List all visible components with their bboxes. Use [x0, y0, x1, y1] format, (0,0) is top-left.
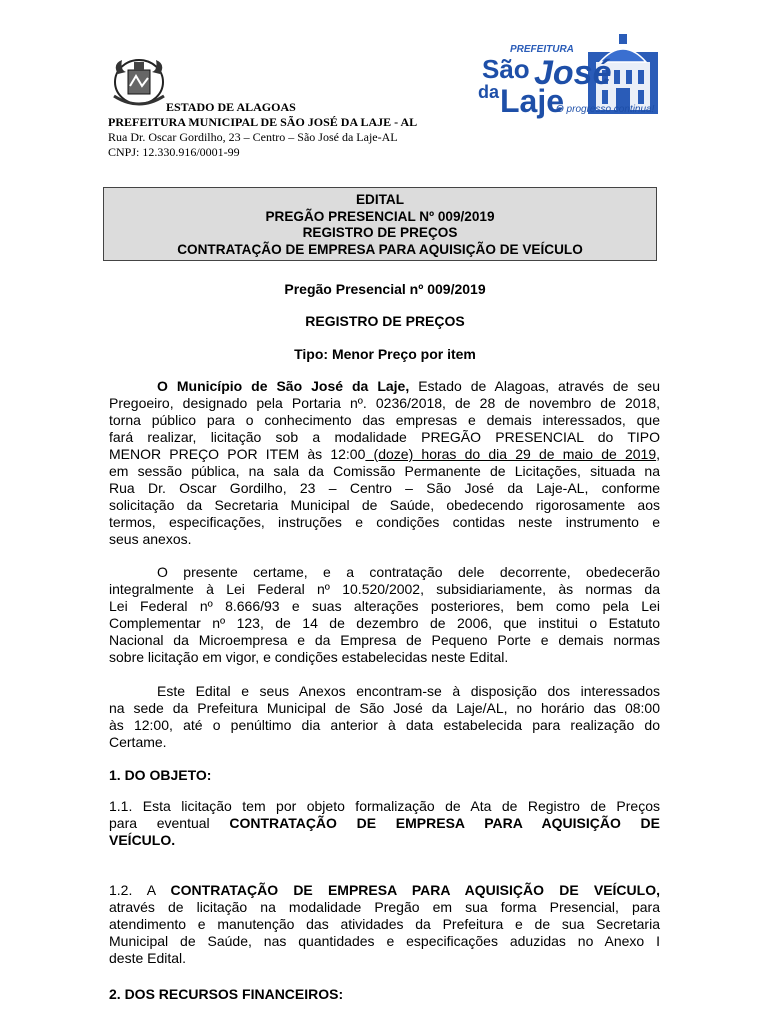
- session-date: (doze) horas do dia 29 de maio de 2019: [365, 446, 657, 462]
- letterhead-text: [108, 100, 417, 160]
- logo-sao: São: [482, 54, 530, 84]
- logo-da: da: [478, 82, 500, 102]
- heading-pregao: Pregão Presencial nº 009/2019: [284, 281, 486, 297]
- prefecture-address: Rua Dr. Oscar Gordilho, 23 – Centro – São José da Laje-AL: [108, 130, 398, 144]
- title-contratacao: CONTRATAÇÃO DE EMPRESA PARA AQUISIÇÃO DE VEÍCULO: [177, 241, 583, 257]
- heading-tipo: Tipo: Menor Preço por item: [294, 346, 476, 362]
- logo-jose: José: [534, 54, 612, 92]
- municipio-name: O Município de São José da Laje,: [157, 378, 410, 394]
- intro-paragraph: O Município de São José da Laje, Estado de Alagoas, através de seu Pregoeiro, designado pela Portaria nº. 0236/2018, de 28 de novembro de 2018, torna público para o conhecimento das empresas e demais interessados, que fará realizar, licitação sob a modalidade PREGÃO PRESENCIAL do TIPO MENOR PREÇO POR ITEM às 12:00 (doze) horas do dia 29 de maio de 2019, em sessão pública, na sala da Comissão Permanente de Licitações, situada na Rua Dr. Oscar Gordilho, 23 – Centro – São José da Laje-AL, conforme solicitação da Secretaria Municipal de Saúde, obedecendo rigorosamente aos termos, especificações, instruções e condições contidas neste instrumento e seus anexos.: [109, 378, 661, 547]
- city-logo: [470, 32, 670, 124]
- heading-registro: REGISTRO DE PREÇOS: [305, 313, 465, 329]
- section-recursos-heading: 2. DOS RECURSOS FINANCEIROS:: [109, 986, 344, 1002]
- prefecture-name: PREFEITURA MUNICIPAL DE SÃO JOSÉ DA LAJE - AL: [108, 115, 418, 129]
- state-name: ESTADO DE ALAGOAS: [166, 100, 296, 114]
- logo-tagline: O progresso continua!: [556, 104, 655, 115]
- availability-paragraph: Este Edital e seus Anexos encontram-se à disposição dos interessados na sede da Prefeitura Municipal de São José da Laje/AL, no horário das 08:00 às 12:00, até o penúltimo dia anterior à data estabelecida para realização do Certame.: [109, 683, 660, 750]
- letterhead: [0, 0, 770, 170]
- item-1-1: 1.1. Esta licitação tem por objeto formalização de Ata de Registro de Preços para eventual CONTRATAÇÃO DE EMPRESA PARA AQUISIÇÃO DE VEÍCULO.: [109, 798, 660, 848]
- legal-basis-paragraph: O presente certame, e a contratação dele decorrente, obedecerão integralmente à Lei Federal nº 10.520/2002, subsidiariamente, às normas da Lei Federal nº 8.666/93 e suas alterações posteriores, bem como pela Lei Complementar nº 123, de 14 de dezembro de 2006, que institui o Estatuto Nacional da Microempresa e da Empresa de Pequeno Porte e demais normas sobre licitação em vigor, e condições estabelecidas neste Edital.: [109, 564, 660, 665]
- logo-laje: Laje: [500, 83, 565, 119]
- logo-prefeitura: PREFEITURA: [510, 44, 574, 55]
- item-1-2: 1.2. A CONTRATAÇÃO DE EMPRESA PARA AQUISIÇÃO DE VEÍCULO, através de licitação na modalidade Pregão em sua forma Presencial, para atendimento e manutenção das atividades da Prefeitura e de sua Secretaria Municipal de Saúde, nas quantidades e especificações aduzidas no Anexo I deste Edital.: [109, 882, 660, 966]
- title-registro: REGISTRO DE PREÇOS: [302, 225, 458, 240]
- title-edital: EDITAL: [355, 192, 405, 207]
- prefecture-cnpj: CNPJ: 12.330.916/0001-99: [108, 145, 240, 159]
- title-pregao: PREGÃO PRESENCIAL Nº 009/2019: [265, 208, 495, 224]
- section-objeto-heading: 1. DO OBJETO:: [109, 767, 212, 783]
- edital-title-box: [103, 187, 657, 261]
